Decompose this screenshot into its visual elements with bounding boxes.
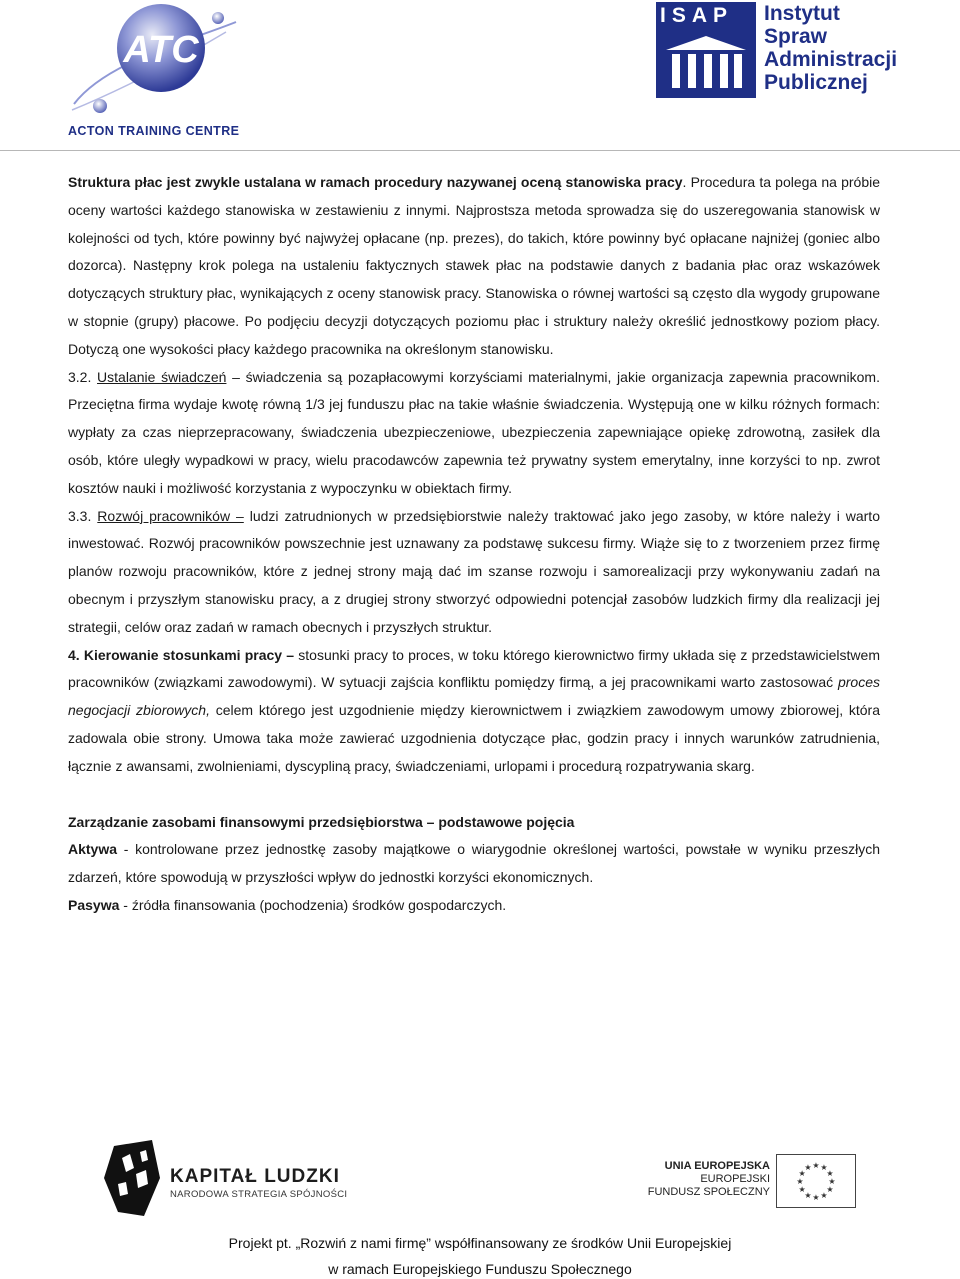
eu-star-icon: ★ (804, 1163, 812, 1173)
isap-acronym: ISAP (660, 4, 734, 27)
atc-logo (66, 2, 246, 142)
paragraph-wage-structure: Struktura płac jest zwykle ustalana w ramach procedury nazywanej oceną stanowiska pracy. Procedura ta polega na próbie oceny wartości każdego stanowiska w zestawieniu z innymi. Najprostsza metoda sprowadza się do uszeregowania stanowisk w kolejności od tych, które powinny być najwyżej opłacane (np. prezes), do takich, które powinny być opłacane najniżej (goniec albo dozorca). Następny krok polega na ustaleniu faktycznych stawek płac na podstawie danych z badania płac oraz wskazówek dotyczących struktury płac, wynikających z oceny stanowisk pracy. Stanowiska o równej wartości są często dla wygody grupowane w stopnie (grupy) płacowe. Po podjęciu decyzji dotyczących poziomu płac i struktury należy określić jednostkowy poziom płacy. Dotyczą one wysokości płacy każdego pracownika na określonym stanowisku. (68, 174, 881, 357)
section-heading: Zarządzanie zasobami finansowymi przedsiębiorstwa – podstawowe pojęcia (68, 813, 575, 830)
paragraph-benefits: 3.2. Ustalanie świadczeń – świadczenia są pozapłacowymi korzyściami materialnymi, jakie organizacja zapewnia pracownikom. Przeciętna firma wydaje kwotę równą 1/3 jej funduszu płac na takie właśnie świadczenia. Występują one w kilku różnych formach: wypłaty za czas nieprzepracowany, świadczenia ubezpieczeniowe, ubezpieczenia zapewniające opiekę zdrowotną, zasiłek dla osób, które uległy wypadkowi w pracy, wielu pracodawców zapewnia też prywatny system emerytalny, inne korzyści to np. zwrot kosztów nauki i możliwość korzystania z wypoczynku w obiektach firmy. (68, 368, 880, 496)
eu-star-icon: ★ (798, 1185, 806, 1194)
kapital-ludzki-title: KAPITAŁ LUDZKI (170, 1166, 340, 1187)
paragraph-labour-relations: 4. Kierowanie stosunkami pracy – stosunki pracy to proces, w toku którego kierownictwo firmy układa się z przedstawicielstwem pracowników (związkami zawodowymi). W sytuacji zajścia konfliktu pomiędzy firmą, a jej pracownikami warto zastosować proces negocjacji zbiorowych, celem którego jest uzgodnienie między kierownictwem i związkiem zawodowym umowy zbiorowej, która zadowala obie strony. Umowa taka może zawierać uzgodnienia dotyczące płac, godzin pracy i innych warunków zatrudnienia, łącznie z awansami, zwolnieniami, dyscypliną pracy, świadczeniami, urlopami i procedurą rozpatrywania skarg. (68, 646, 880, 774)
eu-star-icon: ★ (812, 1161, 820, 1170)
kapital-ludzki-logo (100, 1138, 360, 1218)
isap-logo (656, 2, 926, 102)
kapital-ludzki-subtitle: NARODOWA STRATEGIA SPÓJNOŚCI (170, 1189, 348, 1200)
spacer (68, 781, 880, 809)
eu-star-icon: ★ (828, 1177, 836, 1186)
header-divider (0, 150, 960, 151)
paragraph-employee-development: 3.3. Rozwój pracowników – ludzi zatrudnionych w przedsiębiorstwie należy traktować jako jego zasoby, w które należy i warto inwestować. Rozwój pracowników powszechnie jest uznawany za podstawę sukcesu firmy. Wiąże się to z tworzeniem przez firmę planów rozwoju pracowników, które z jednej strony mają dać im szanse rozwoju i samorealizacji przy wykonywaniu zadań na obecnym i przyszłym stanowisku pracy, a z drugiej strony stworzyć odpowiedni potencjał zasobów ludzkich firmy dla realizacji jej strategii, celów oraz zadań w ramach obecnych i przyszłych struktur. (68, 507, 880, 635)
definition-aktywa: Aktywa - kontrolowane przez jednostkę zasoby majątkowe o wiarygodnie określonej wartości, powstałe w wyniku przeszłych zdarzeń, które spowodują w przyszłości wpływ do jednostki korzyści ekonomicznych. (68, 841, 880, 886)
isap-emblem (656, 2, 756, 98)
eu-star-icon: ★ (798, 1169, 806, 1178)
eu-stars-icon (777, 1155, 855, 1207)
eu-text: UNIA EUROPEJSKA EUROPEJSKI FUNDUSZ SPOŁECZNY (647, 1160, 770, 1198)
definition-pasywa: Pasywa - źródła finansowania (pochodzenia) środków gospodarczych. (68, 896, 507, 913)
eu-star-icon: ★ (820, 1190, 828, 1200)
atc-globe-icon (66, 2, 246, 132)
svg-text:ATC: ATC (123, 29, 199, 71)
eu-logo (640, 1152, 860, 1212)
eu-star-icon: ★ (812, 1193, 820, 1202)
footer-line-2: w ramach Europejskiego Funduszu Społecznego (328, 1261, 632, 1277)
isap-name: Instytut Spraw Administracji Publicznej (764, 2, 898, 94)
document-body (68, 169, 880, 920)
eu-flag-icon (776, 1154, 856, 1208)
eu-star-icon: ★ (820, 1163, 828, 1173)
eu-star-icon: ★ (804, 1190, 812, 1200)
page-header (0, 0, 960, 150)
atc-name: ACTON TRAINING CENTRE (68, 124, 240, 138)
eu-star-icon: ★ (826, 1185, 834, 1194)
footer-line-1: Projekt pt. „Rozwiń z nami firmę” współfinansowany ze środków Unii Europejskiej (228, 1235, 732, 1251)
building-columns-icon (666, 36, 746, 94)
eu-star-icon: ★ (826, 1169, 834, 1178)
kapital-ludzki-emblem-icon (100, 1138, 164, 1218)
eu-star-icon: ★ (796, 1177, 804, 1186)
